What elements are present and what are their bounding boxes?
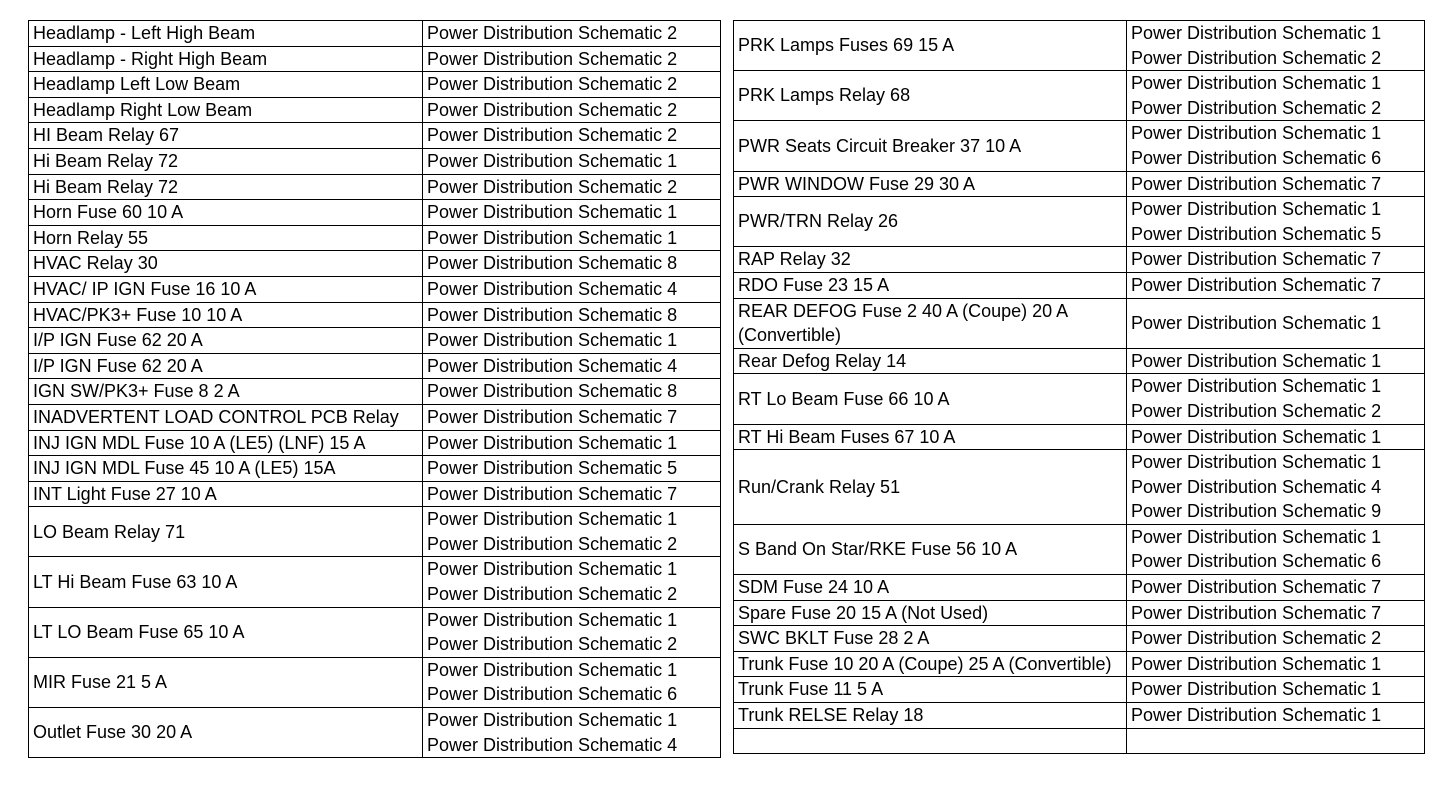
table-row <box>734 21 1425 71</box>
component-cell: RT Lo Beam Fuse 66 10 A <box>734 374 1127 424</box>
schematic-ref-cell <box>423 97 721 123</box>
schematic-ref-cell <box>1127 121 1425 171</box>
schematic-ref: Power Distribution Schematic 8 <box>427 304 678 325</box>
table-row <box>734 450 1425 525</box>
schematic-ref-cell <box>423 200 721 226</box>
table-row <box>29 379 721 405</box>
schematic-ref: Power Distribution Schematic 7 <box>1131 602 1382 623</box>
schematic-ref-cell <box>1127 626 1425 652</box>
table-row <box>29 97 721 123</box>
table-row <box>29 276 721 302</box>
schematic-ref-cell <box>423 557 721 607</box>
component-cell: Rear Defog Relay 14 <box>734 348 1127 374</box>
schematic-ref: Power Distribution Schematic 1 <box>427 432 678 453</box>
schematic-ref: Power Distribution Schematic 1 <box>1131 705 1382 726</box>
schematic-ref: Power Distribution Schematic 2 <box>1131 628 1382 649</box>
component-cell: Spare Fuse 20 15 A (Not Used) <box>734 600 1127 626</box>
schematic-ref: Power Distribution Schematic 6 <box>1131 147 1382 168</box>
table-row <box>734 197 1425 247</box>
schematic-ref: Power Distribution Schematic 1 <box>427 150 678 171</box>
schematic-ref: Power Distribution Schematic 2 <box>427 99 678 120</box>
component-cell: PRK Lamps Relay 68 <box>734 71 1127 121</box>
left-index-table <box>28 20 721 758</box>
schematic-ref: Power Distribution Schematic 2 <box>427 584 678 605</box>
table-row <box>29 353 721 379</box>
schematic-ref: Power Distribution Schematic 2 <box>1131 97 1382 118</box>
schematic-ref-cell <box>1127 171 1425 197</box>
schematic-ref: Power Distribution Schematic 1 <box>1131 679 1382 700</box>
schematic-ref-cell <box>1127 651 1425 677</box>
schematic-ref-cell <box>1127 197 1425 247</box>
component-cell: Run/Crank Relay 51 <box>734 450 1127 525</box>
schematic-ref: Power Distribution Schematic 7 <box>427 406 678 427</box>
table-row <box>734 424 1425 450</box>
schematic-ref: Power Distribution Schematic 1 <box>427 509 678 530</box>
table-row <box>29 481 721 507</box>
component-cell: PRK Lamps Fuses 69 15 A <box>734 21 1127 71</box>
schematic-ref: Power Distribution Schematic 6 <box>427 684 678 705</box>
schematic-ref: Power Distribution Schematic 1 <box>427 559 678 580</box>
table-row <box>734 348 1425 374</box>
schematic-ref-cell <box>423 430 721 456</box>
component-cell: Trunk Fuse 10 20 A (Coupe) 25 A (Convertible) <box>734 651 1127 677</box>
schematic-ref: Power Distribution Schematic 1 <box>427 202 678 223</box>
schematic-ref-cell <box>1127 575 1425 601</box>
schematic-ref: Power Distribution Schematic 1 <box>1131 452 1382 473</box>
schematic-ref: Power Distribution Schematic 2 <box>427 48 678 69</box>
table-row <box>29 557 721 607</box>
table-row <box>29 607 721 657</box>
table-row <box>29 174 721 200</box>
component-cell: REAR DEFOG Fuse 2 40 A (Coupe) 20 A (Convertible) <box>734 298 1127 348</box>
schematic-ref: Power Distribution Schematic 1 <box>427 609 678 630</box>
table-row <box>734 524 1425 574</box>
schematic-ref-cell <box>423 481 721 507</box>
schematic-ref: Power Distribution Schematic 1 <box>1131 199 1382 220</box>
schematic-ref-cell <box>423 353 721 379</box>
table-row <box>29 251 721 277</box>
schematic-ref: Power Distribution Schematic 2 <box>427 634 678 655</box>
schematic-ref: Power Distribution Schematic 8 <box>427 253 678 274</box>
schematic-ref: Power Distribution Schematic 1 <box>1131 23 1382 43</box>
component-cell: PWR Seats Circuit Breaker 37 10 A <box>734 121 1127 171</box>
table-row <box>734 575 1425 601</box>
table-row <box>734 703 1425 729</box>
schematic-ref: Power Distribution Schematic 1 <box>1131 123 1382 144</box>
component-cell: INADVERTENT LOAD CONTROL PCB Relay <box>29 404 423 430</box>
right-index-table <box>733 20 1425 754</box>
component-cell: SDM Fuse 24 10 A <box>734 575 1127 601</box>
table-row <box>734 677 1425 703</box>
table-row <box>29 456 721 482</box>
schematic-ref: Power Distribution Schematic 1 <box>1131 653 1382 674</box>
schematic-ref: Power Distribution Schematic 1 <box>1131 73 1382 94</box>
schematic-ref-cell <box>423 379 721 405</box>
table-row <box>734 651 1425 677</box>
schematic-ref-cell <box>423 276 721 302</box>
component-cell: HVAC Relay 30 <box>29 251 423 277</box>
schematic-ref: Power Distribution Schematic 1 <box>1131 312 1382 333</box>
component-cell: PWR/TRN Relay 26 <box>734 197 1127 247</box>
schematic-ref-cell <box>423 148 721 174</box>
schematic-ref-cell <box>1127 71 1425 121</box>
schematic-ref-cell <box>423 328 721 354</box>
schematic-ref-cell <box>423 657 721 707</box>
component-cell: I/P IGN Fuse 62 20 A <box>29 353 423 379</box>
schematic-ref: Power Distribution Schematic 2 <box>427 533 678 554</box>
schematic-ref-cell <box>423 225 721 251</box>
schematic-ref: Power Distribution Schematic 1 <box>1131 376 1382 397</box>
left-table-body <box>29 21 721 758</box>
component-cell: Trunk RELSE Relay 18 <box>734 703 1127 729</box>
schematic-ref <box>1131 729 1424 754</box>
schematic-ref: Power Distribution Schematic 2 <box>427 176 678 197</box>
table-row <box>734 600 1425 626</box>
component-cell: S Band On Star/RKE Fuse 56 10 A <box>734 524 1127 574</box>
table-row <box>29 123 721 149</box>
component-cell: Horn Fuse 60 10 A <box>29 200 423 226</box>
table-row <box>734 626 1425 652</box>
schematic-ref: Power Distribution Schematic 8 <box>427 381 678 402</box>
schematic-ref-cell <box>423 174 721 200</box>
schematic-ref-cell <box>1127 374 1425 424</box>
schematic-ref: Power Distribution Schematic 4 <box>427 734 678 755</box>
schematic-ref-cell <box>423 607 721 657</box>
table-row <box>29 72 721 98</box>
schematic-ref-cell <box>423 302 721 328</box>
table-row <box>29 328 721 354</box>
table-row <box>734 171 1425 197</box>
schematic-ref-cell <box>423 708 721 758</box>
schematic-ref-cell <box>423 456 721 482</box>
table-row <box>734 121 1425 171</box>
table-row <box>29 148 721 174</box>
component-cell: HI Beam Relay 67 <box>29 123 423 149</box>
table-row <box>29 708 721 758</box>
schematic-ref-cell <box>1127 728 1425 754</box>
table-row <box>734 247 1425 273</box>
component-cell: Horn Relay 55 <box>29 225 423 251</box>
schematic-ref-cell <box>423 46 721 72</box>
schematic-ref-cell <box>1127 524 1425 574</box>
schematic-ref-cell <box>1127 21 1425 71</box>
table-row <box>734 374 1425 424</box>
component-cell: Hi Beam Relay 72 <box>29 148 423 174</box>
table-row <box>29 200 721 226</box>
schematic-ref-cell <box>1127 247 1425 273</box>
component-cell: RAP Relay 32 <box>734 247 1127 273</box>
schematic-ref: Power Distribution Schematic 7 <box>1131 249 1382 270</box>
schematic-ref-cell <box>1127 600 1425 626</box>
schematic-ref: Power Distribution Schematic 9 <box>1131 501 1382 522</box>
component-cell: PWR WINDOW Fuse 29 30 A <box>734 171 1127 197</box>
table-row <box>29 225 721 251</box>
schematic-ref: Power Distribution Schematic 1 <box>427 659 678 680</box>
schematic-ref: Power Distribution Schematic 5 <box>427 458 678 479</box>
schematic-ref: Power Distribution Schematic 2 <box>427 125 678 146</box>
schematic-ref: Power Distribution Schematic 1 <box>1131 350 1382 371</box>
table-row <box>29 302 721 328</box>
schematic-ref-cell <box>423 404 721 430</box>
schematic-ref: Power Distribution Schematic 1 <box>427 330 678 351</box>
table-row <box>29 46 721 72</box>
component-cell: Headlamp Left Low Beam <box>29 72 423 98</box>
component-cell: HVAC/ IP IGN Fuse 16 10 A <box>29 276 423 302</box>
component-cell: LT LO Beam Fuse 65 10 A <box>29 607 423 657</box>
schematic-ref: Power Distribution Schematic 7 <box>427 483 678 504</box>
schematic-ref: Power Distribution Schematic 6 <box>1131 551 1382 572</box>
table-row <box>734 71 1425 121</box>
schematic-ref: Power Distribution Schematic 2 <box>427 74 678 95</box>
table-row <box>29 404 721 430</box>
schematic-ref-cell <box>1127 348 1425 374</box>
component-cell: Headlamp - Right High Beam <box>29 46 423 72</box>
table-row <box>734 272 1425 298</box>
schematic-ref: Power Distribution Schematic 1 <box>1131 526 1382 547</box>
schematic-ref: Power Distribution Schematic 1 <box>427 710 678 731</box>
component-cell: RT Hi Beam Fuses 67 10 A <box>734 424 1127 450</box>
component-cell: LO Beam Relay 71 <box>29 507 423 557</box>
component-cell: I/P IGN Fuse 62 20 A <box>29 328 423 354</box>
component-cell <box>734 728 1127 754</box>
schematic-ref: Power Distribution Schematic 2 <box>1131 400 1382 421</box>
schematic-ref-cell <box>423 21 721 47</box>
component-cell: INT Light Fuse 27 10 A <box>29 481 423 507</box>
schematic-ref: Power Distribution Schematic 7 <box>1131 274 1382 295</box>
component-cell: IGN SW/PK3+ Fuse 8 2 A <box>29 379 423 405</box>
schematic-ref: Power Distribution Schematic 4 <box>1131 476 1382 497</box>
schematic-ref-cell <box>1127 703 1425 729</box>
schematic-ref-cell <box>1127 272 1425 298</box>
component-cell: Headlamp Right Low Beam <box>29 97 423 123</box>
component-cell: INJ IGN MDL Fuse 45 10 A (LE5) 15A <box>29 456 423 482</box>
table-row <box>29 21 721 47</box>
schematic-ref-cell <box>1127 424 1425 450</box>
right-table-body <box>734 21 1425 754</box>
component-cell: Hi Beam Relay 72 <box>29 174 423 200</box>
schematic-ref-cell <box>423 123 721 149</box>
schematic-ref: Power Distribution Schematic 4 <box>427 278 678 299</box>
schematic-ref: Power Distribution Schematic 5 <box>1131 223 1382 244</box>
schematic-ref-cell <box>423 507 721 557</box>
table-row <box>29 430 721 456</box>
schematic-ref: Power Distribution Schematic 7 <box>1131 173 1382 194</box>
component-cell: INJ IGN MDL Fuse 10 A (LE5) (LNF) 15 A <box>29 430 423 456</box>
schematic-ref-cell <box>1127 450 1425 525</box>
component-cell: Trunk Fuse 11 5 A <box>734 677 1127 703</box>
schematic-ref: Power Distribution Schematic 2 <box>1131 47 1382 68</box>
schematic-ref-cell <box>1127 298 1425 348</box>
table-row <box>29 507 721 557</box>
component-cell: MIR Fuse 21 5 A <box>29 657 423 707</box>
component-cell: SWC BKLT Fuse 28 2 A <box>734 626 1127 652</box>
component-cell: Outlet Fuse 30 20 A <box>29 708 423 758</box>
component-cell: HVAC/PK3+ Fuse 10 10 A <box>29 302 423 328</box>
schematic-ref: Power Distribution Schematic 2 <box>427 23 678 43</box>
component-cell: LT Hi Beam Fuse 63 10 A <box>29 557 423 607</box>
table-row <box>29 657 721 707</box>
schematic-ref-cell <box>423 251 721 277</box>
schematic-ref: Power Distribution Schematic 1 <box>1131 426 1382 447</box>
table-row <box>734 728 1425 754</box>
component-cell: RDO Fuse 23 15 A <box>734 272 1127 298</box>
table-row <box>734 298 1425 348</box>
schematic-ref: Power Distribution Schematic 4 <box>427 355 678 376</box>
schematic-ref: Power Distribution Schematic 1 <box>427 227 678 248</box>
schematic-ref: Power Distribution Schematic 7 <box>1131 577 1382 598</box>
schematic-ref-cell <box>423 72 721 98</box>
schematic-ref-cell <box>1127 677 1425 703</box>
component-cell: Headlamp - Left High Beam <box>29 21 423 47</box>
